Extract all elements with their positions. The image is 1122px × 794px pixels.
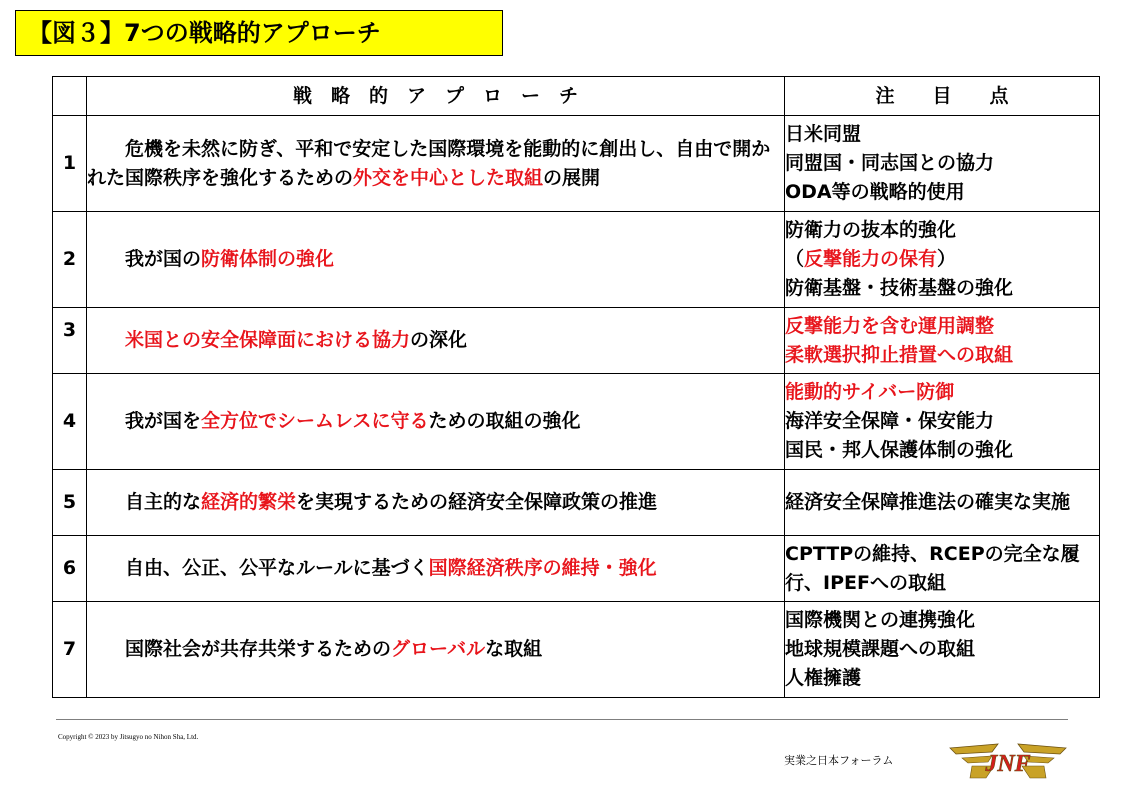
forum-name: 実業之日本フォーラム	[784, 754, 894, 767]
approach-text	[87, 407, 784, 436]
approach-cell	[87, 308, 785, 374]
highlight-text: 柔軟選択抑止措置への取組	[785, 343, 1014, 366]
approach-text	[87, 554, 784, 583]
highlight-text: 反撃能力を含む運用調整	[785, 314, 995, 337]
point-line	[785, 540, 1099, 598]
approach-cell	[87, 212, 785, 308]
point-line	[785, 407, 1099, 436]
point-segment: 地球規模課題への取組	[785, 638, 976, 660]
row-number: 3	[53, 308, 87, 374]
approach-segment: 自主的な	[125, 491, 202, 513]
point-line	[785, 664, 1099, 693]
point-line	[785, 274, 1099, 303]
header-approach: 戦 略 的 ア プ ロ ー チ	[87, 77, 785, 116]
approach-segment: 我が国を	[125, 410, 202, 432]
approach-segment: を実現するための経済安全保障政策の推進	[296, 491, 658, 513]
point-line	[785, 635, 1099, 664]
approach-segment: ための取組の強化	[428, 410, 581, 432]
highlight-text: 反撃能力の保有	[804, 248, 938, 270]
highlight-text: 外交を中心とした取組	[353, 166, 544, 189]
highlight-text: 経済的繁栄	[201, 491, 297, 513]
point-segment: 国民・邦人保護体制の強化	[785, 439, 1014, 461]
point-segment: ）	[937, 248, 957, 270]
approach-text	[87, 635, 784, 664]
table-body	[53, 116, 1100, 698]
table-header-row	[53, 77, 1100, 116]
table-row	[53, 308, 1100, 374]
points-cell	[785, 470, 1100, 536]
approach-cell	[87, 116, 785, 212]
approach-segment: 自由、公正、公平なルールに基づく	[125, 557, 429, 579]
approach-text	[87, 326, 784, 355]
point-segment: 国際機関との連携強化	[785, 609, 976, 631]
points-cell	[785, 212, 1100, 308]
footer-divider	[56, 719, 1068, 720]
highlight-text: 能動的サイバー防御	[785, 381, 955, 403]
approach-segment: 危機を未然に防ぎ、平和で安定した国際環境を能動的に創出し、自由で開かれた国際秩序を強化するための	[87, 137, 771, 189]
row-number: 5	[53, 470, 87, 536]
point-line	[785, 120, 1099, 149]
highlight-text: 防衛体制の強化	[201, 248, 335, 270]
approach-text	[87, 245, 784, 274]
row-number: 6	[53, 536, 87, 602]
table-row	[53, 470, 1100, 536]
point-line	[785, 149, 1099, 178]
logo-lettering: JNF	[985, 751, 1031, 777]
highlight-text: グローバル	[391, 638, 486, 660]
approach-cell	[87, 536, 785, 602]
approach-text	[87, 488, 784, 517]
approach-text	[87, 135, 784, 193]
point-line	[785, 378, 1099, 407]
points-cell	[785, 308, 1100, 374]
approach-cell	[87, 374, 785, 470]
highlight-text: 全方位でシームレスに守る	[201, 410, 429, 432]
row-number: 7	[53, 602, 87, 698]
header-points: 注 目 点	[785, 77, 1100, 116]
point-segment: 防衛力の抜本的強化	[785, 219, 957, 241]
approach-cell	[87, 602, 785, 698]
point-segment: （	[785, 248, 805, 270]
table-row	[53, 536, 1100, 602]
table-row	[53, 116, 1100, 212]
row-number: 1	[53, 116, 87, 212]
point-line	[785, 606, 1099, 635]
approach-segment: な取組	[485, 638, 543, 660]
point-line	[785, 178, 1099, 207]
point-segment: 防衛基盤・技術基盤の強化	[785, 277, 1014, 299]
row-number: 2	[53, 212, 87, 308]
strategy-table	[52, 76, 1100, 698]
point-segment: ODA等の戦略的使用	[785, 181, 965, 203]
table-row	[53, 212, 1100, 308]
approach-segment: 我が国の	[125, 248, 202, 270]
approach-cell	[87, 470, 785, 536]
points-cell	[785, 374, 1100, 470]
point-line	[785, 436, 1099, 465]
page-title: 【図３】7つの戦略的アプローチ	[15, 10, 503, 56]
jnf-winged-logo-icon	[950, 744, 1066, 778]
point-line	[785, 245, 1099, 274]
approach-segment: の展開	[543, 166, 601, 189]
point-segment: 人権擁護	[785, 667, 862, 689]
points-cell	[785, 602, 1100, 698]
point-line	[785, 312, 1099, 341]
point-segment: CPTTPの維持、RCEPの完全な履行、IPEFへの取組	[785, 542, 1080, 594]
row-number: 4	[53, 374, 87, 470]
highlight-text: 国際経済秩序の維持・強化	[428, 557, 657, 579]
highlight-text: 米国との安全保障面における協力	[125, 329, 411, 351]
point-segment: 海洋安全保障・保安能力	[785, 410, 995, 432]
copyright-text: Copyright © 2023 by Jitsugyo no Nihon Sha, Ltd.	[58, 733, 199, 741]
jnf-logo	[948, 738, 1068, 782]
approach-segment: 国際社会が共存共栄するための	[125, 638, 392, 660]
point-line	[785, 216, 1099, 245]
point-line	[785, 341, 1099, 370]
point-segment: 日米同盟	[785, 123, 862, 145]
point-segment: 経済安全保障推進法の確実な実施	[785, 491, 1071, 513]
points-cell	[785, 116, 1100, 212]
header-number-cell	[53, 77, 87, 116]
point-segment: 同盟国・同志国との協力	[785, 152, 995, 174]
approach-segment: の深化	[410, 329, 468, 351]
table-row	[53, 374, 1100, 470]
points-cell	[785, 536, 1100, 602]
table-row	[53, 602, 1100, 698]
point-line	[785, 488, 1099, 517]
